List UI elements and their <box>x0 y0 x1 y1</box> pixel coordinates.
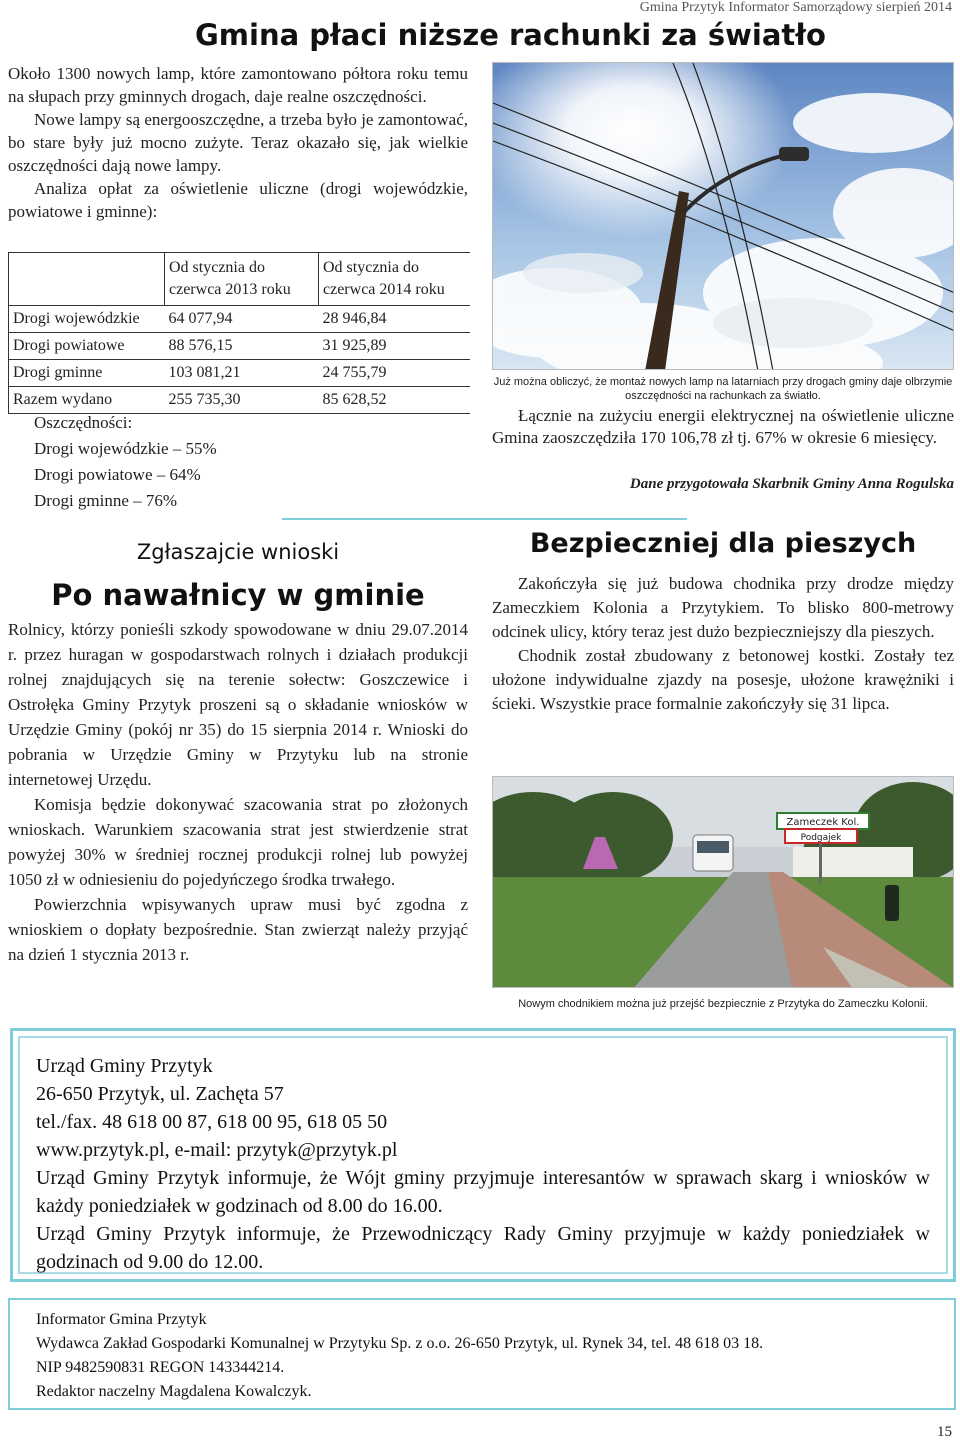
running-header: Gmina Przytyk Informator Samorządowy sierpień 2014 <box>639 0 952 15</box>
paragraph: Łącznie na zużyciu energii elektrycznej na oświetlenie uliczne Gmina zaoszczędziła 170 106,78 zł tj. 67% w okresie 6 miesięcy. <box>492 406 954 447</box>
savings-item: Drogi wojewódzkie – 55% <box>34 439 217 458</box>
table-row <box>9 306 471 333</box>
savings-item: Drogi gminne – 76% <box>34 491 178 510</box>
editor-in-chief: Redaktor naczelny Magdalena Kowalczyk. <box>36 1383 312 1400</box>
paragraph: Analiza opłat za oświetlenie uliczne (drogi wojewódzkie, powiatowe i gminne): <box>8 179 468 221</box>
table-header-cell: Od stycznia do czerwca 2014 roku <box>319 253 471 306</box>
table-cell: 24 755,79 <box>319 360 471 387</box>
article-title-lighting: Gmina płaci niższe rachunki za światło <box>195 18 826 52</box>
table-cell: Drogi wojewódzkie <box>9 306 165 333</box>
article-title-sidewalk: Bezpieczniej dla pieszych <box>529 528 917 559</box>
road-sign-bottom: Podgajek <box>800 833 842 843</box>
contact-box <box>10 1028 956 1282</box>
paragraph: Powierzchnia wpisywanych upraw musi być zgodna z wnioskiem o dopłaty bezpośrednie. Stan zwierząt należy przyjąć na dzień 1 stycznia 2013 r. <box>8 895 468 964</box>
paragraph: Chodnik został zbudowany z betonowej kostki. Zostały tez ułożone indywidualne zjazdy na posesje, ułożone krawężniki i ścieki. Wszystkie prace formalnie zakończyły się 31 lipca. <box>492 646 954 713</box>
table-header-cell <box>9 253 165 306</box>
article-storm-body <box>8 617 468 967</box>
table-cell: 64 077,94 <box>165 306 319 333</box>
table-cell: Drogi powiatowe <box>9 333 165 360</box>
paragraph: Komisja będzie dokonywać szacowania strat po złożonych wnioskach. Warunkiem szacowania strat jest stwierdzenie strat powyżej 30% w średniej rocznej produkcji rolnej lub powyżej 1050 zł w odniesieniu do pojedyńczego środka trwałego. <box>8 795 468 889</box>
savings-heading: Oszczędności: <box>34 413 133 432</box>
savings-list <box>34 410 217 514</box>
table-cell: 88 576,15 <box>165 333 319 360</box>
paragraph: Około 1300 nowych lamp, które zamontowano półtora roku temu na słupach przy gminnych drogach, daje realne oszczędności. <box>8 64 468 106</box>
paragraph: Rolnicy, którzy ponieśli szkody spowodowane w dniu 29.07.2014 r. przez huragan w gospodarstwach rolnych i działach produkcji rolnej znajdujących się na terenie sołectw: Goszczewice i Ostrołęka Gminy Przytyk proszeni są o składanie wniosków w Urzędzie Gminy (pokój nr 35) do 15 sierpnia 2014 r. Wnioski do pobrania w Urzędzie Gminy w Przytyku lub na stronie internetowej Urzędu. <box>8 620 468 789</box>
author-signature: Dane przygotowała Skarbnik Gminy Anna Rogulska <box>629 476 954 492</box>
table-header-cell: Od stycznia do czerwca 2013 roku <box>165 253 319 306</box>
paragraph: Zakończyła się już budowa chodnika przy drodze między Zameczkiem Kolonia a Przytykiem. To blisko 800-metrowy odcinek ulicy, który teraz jest dużo bezpieczniejszy dla pieszych. <box>492 574 954 641</box>
photo-caption: Nowym chodnikiem można już przejść bezpiecznie z Przytyka do Zameczku Kolonii. <box>518 998 928 1010</box>
road-sign-top: Zameczek Kol. <box>786 817 860 828</box>
sidewalk-photo <box>492 776 954 988</box>
table-row <box>9 333 471 360</box>
table-row <box>9 360 471 387</box>
publication-name: Informator Gmina Przytyk <box>36 1311 207 1328</box>
article-lighting-body <box>8 62 468 223</box>
page-number: 15 <box>937 1424 952 1440</box>
office-web-email: www.przytyk.pl, e-mail: przytyk@przytyk.pl <box>36 1139 398 1161</box>
street-lamp-illustration <box>493 63 954 370</box>
lighting-fees-table <box>8 252 470 414</box>
street-lamp-photo <box>492 62 954 370</box>
table-cell: Razem wydano <box>9 387 165 414</box>
table-cell: 28 946,84 <box>319 306 471 333</box>
table-cell: 85 628,52 <box>319 387 471 414</box>
article-lighting-summary <box>492 405 954 449</box>
table-cell: 255 735,30 <box>165 387 319 414</box>
table-cell: Drogi gminne <box>9 360 165 387</box>
table-cell: 103 081,21 <box>165 360 319 387</box>
photo-caption: Już można obliczyć, że montaż nowych lamp na latarniach przy drogach gminy daje olbrzymie oszczędności na rachunkach za światło. <box>493 376 953 402</box>
table-header-row <box>9 253 471 306</box>
section-divider <box>282 518 687 520</box>
publisher-info: Wydawca Zakład Gospodarki Komunalnej w Przytyku Sp. z o.o. 26-650 Przytyk, ul. Rynek 34, tel. 48 618 03 18. <box>36 1335 764 1352</box>
sidewalk-illustration <box>493 777 954 988</box>
article-title-storm: Po nawałnicy w gminie <box>51 578 425 612</box>
contact-inner <box>18 1036 948 1274</box>
office-name: Urząd Gminy Przytyk <box>36 1055 213 1077</box>
table-cell: 31 925,89 <box>319 333 471 360</box>
publisher-tax-ids: NIP 9482590831 REGON 143344214. <box>36 1359 285 1376</box>
office-hours-council: Urząd Gminy Przytyk informuje, że Przewodniczący Rady Gminy przyjmuje w każdy poniedziałek w godzinach od 9.00 do 12.00. <box>36 1223 930 1273</box>
office-hours-mayor: Urząd Gminy Przytyk informuje, że Wójt gminy przyjmuje interesantów w sprawach skarg i wniosków w każdy poniedziałek w godzinach od 8.00 do 16.00. <box>36 1167 930 1217</box>
article-sidewalk-body <box>492 572 954 716</box>
publisher-box <box>8 1298 956 1410</box>
savings-item: Drogi powiatowe – 64% <box>34 465 201 484</box>
article-subtitle-storm: Zgłaszajcie wnioski <box>136 540 340 564</box>
office-address: 26-650 Przytyk, ul. Zachęta 57 <box>36 1083 284 1105</box>
paragraph: Nowe lampy są energooszczędne, a trzeba było je zamontować, bo stare były już mocno zużyte. Teraz okazało się, jak wielkie oszczędności dają nowe lampy. <box>8 110 468 175</box>
office-phone: tel./fax. 48 618 00 87, 618 00 95, 618 05 50 <box>36 1111 388 1133</box>
